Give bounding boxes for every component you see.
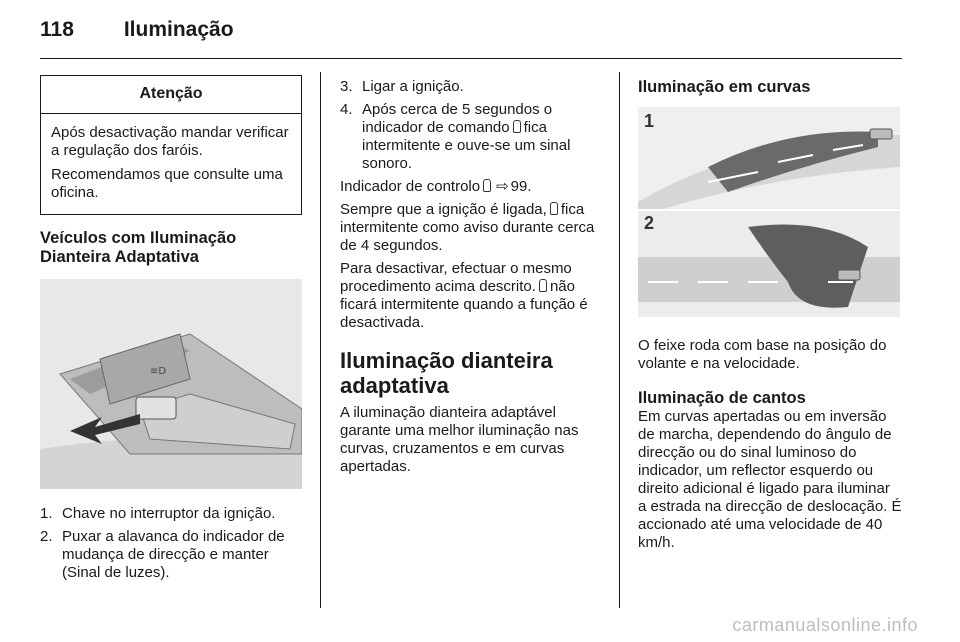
paragraph-text: não ficará intermitente quando a função é desactivada. <box>340 278 588 331</box>
svg-text:≡D: ≡D <box>150 366 167 377</box>
attention-box <box>40 75 302 215</box>
step-text-part: Após cerca de 5 segundos o indicador de comando <box>362 101 553 136</box>
page-reference-link[interactable]: 99. <box>510 178 532 195</box>
step-number: 2. <box>40 528 53 545</box>
headlamp-indicator-icon <box>550 202 558 215</box>
figure-label-2: 2 <box>644 213 655 233</box>
page-title: Iluminação <box>123 18 234 41</box>
headlamp-indicator-icon <box>539 279 547 292</box>
page-reference-arrow-icon: ⇨ <box>496 178 509 195</box>
column-divider-1 <box>320 72 321 608</box>
paragraph-ignition <box>340 201 602 255</box>
list-item <box>340 78 602 96</box>
paragraph-deactivate <box>340 260 602 332</box>
column-2 <box>340 72 602 481</box>
step-number: 4. <box>340 101 353 118</box>
heading-curve-lighting: Iluminação em curvas <box>638 78 811 96</box>
paragraph-curves: O feixe roda com base na posição do volante e na velocidade. <box>638 337 887 372</box>
paragraph-corners: Em curvas apertadas ou em inversão de marcha, dependendo do ângulo de direcção ou do sinal luminoso do indicador, um reflector esquerdo ou direito adicional é ligado para iluminar a estrada na direcção de deslocação. É accionado até uma velocidade de 40 km/h. <box>638 408 902 551</box>
curve-beam-image <box>638 107 900 317</box>
list-item <box>40 505 302 523</box>
column-3 <box>638 72 902 557</box>
page-header <box>40 18 234 42</box>
step-text: Ligar a ignição. <box>362 78 464 95</box>
step-number: 3. <box>340 78 353 95</box>
step-number: 1. <box>40 505 53 522</box>
column-divider-2 <box>619 72 620 608</box>
page-number: 118 <box>40 18 74 41</box>
watermark: carmanualsonline.info <box>732 615 918 635</box>
steps-list-b <box>340 78 602 173</box>
headlamp-indicator-icon <box>513 120 521 133</box>
heading-adaptive-lighting: Iluminação dianteira adaptativa <box>340 348 553 398</box>
figure-label-1: 1 <box>644 111 655 131</box>
curve-lighting-illustration <box>638 107 900 317</box>
list-item <box>340 101 602 173</box>
stalk-illustration <box>40 279 302 489</box>
paragraph-text: Sempre que a ignição é ligada, <box>340 201 547 218</box>
step-text: Chave no interruptor da ignição. <box>62 505 276 522</box>
paragraph-adaptive: A iluminação dianteira adaptável garante uma melhor iluminação nas curvas, cruzamentos e em curvas apertadas. <box>340 404 579 475</box>
attention-title: Atenção <box>41 76 301 114</box>
steps-list-a <box>40 505 302 582</box>
heading-corner-lighting: Iluminação de cantos <box>638 389 806 407</box>
column-1 <box>40 72 302 587</box>
paragraph-text: fica intermitente como aviso durante cerca de 4 segundos. <box>340 201 595 254</box>
control-text: Indicador de controlo <box>340 178 481 195</box>
attention-text-1: Após desactivação mandar verificar a regulação dos faróis. <box>51 124 289 159</box>
control-indicator-line <box>340 178 602 196</box>
step-text <box>362 101 602 173</box>
header-rule <box>40 58 902 59</box>
list-item <box>40 528 302 582</box>
headlamp-indicator-icon <box>483 179 491 192</box>
step-text-part: fica intermitente e ouve-se um sinal sonoro. <box>362 119 571 172</box>
attention-body <box>41 114 301 214</box>
step-text: Puxar a alavanca do indicador de mudança de direcção e manter (Sinal de luzes). <box>62 528 285 581</box>
turn-signal-stalk-image <box>40 279 302 489</box>
heading-adaptive-vehicles: Veículos com Iluminação Dianteira Adaptativa <box>40 229 237 266</box>
attention-text-2: Recomendamos que consulte uma oficina. <box>51 166 283 201</box>
paragraph-text: Para desactivar, efectuar o mesmo procedimento acima descrito. <box>340 260 572 295</box>
